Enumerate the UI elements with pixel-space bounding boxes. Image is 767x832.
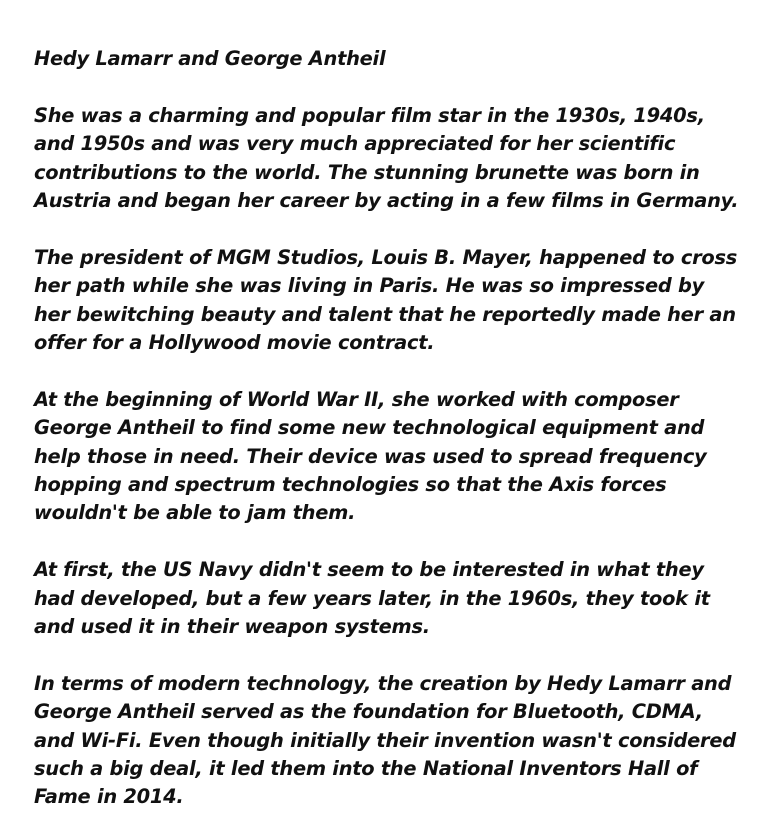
paragraph-intro: She was a charming and popular film star in the 1930s, 1940s, and 1950s and was very much appreciated for her scientific contributions to the world. The stunning brunette was born in Austria and began her career by acting in a few films in Germany.	[34, 103, 739, 213]
document-title: Hedy Lamarr and George Antheil	[34, 47, 386, 70]
paragraph-world-war-ii: At the beginning of World War II, she worked with composer George Antheil to find some new technological equipment and help those in need. Their device was used to spread frequency hopping and spectrum technologies so that the Axis forces wouldn't be able to jam them.	[34, 387, 707, 525]
paragraph-mgm: The president of MGM Studios, Louis B. Mayer, happened to cross her path while she was living in Paris. He was so impressed by her bewitching beauty and talent that he reportedly made her an offer for a Hollywood movie contract.	[34, 245, 738, 355]
paragraph-us-navy: At first, the US Navy didn't seem to be interested in what they had developed, but a few years later, in the 1960s, they took it and used it in their weapon systems.	[34, 558, 710, 639]
paragraph-modern-technology: In terms of modern technology, the creation by Hedy Lamarr and George Antheil served as the foundation for Bluetooth, CDMA, and Wi-Fi. Even though initially their invention wasn't considered such a big deal, it led them into the National Inventors Hall of Fame in 2014.	[34, 671, 736, 809]
document-body	[34, 45, 746, 812]
